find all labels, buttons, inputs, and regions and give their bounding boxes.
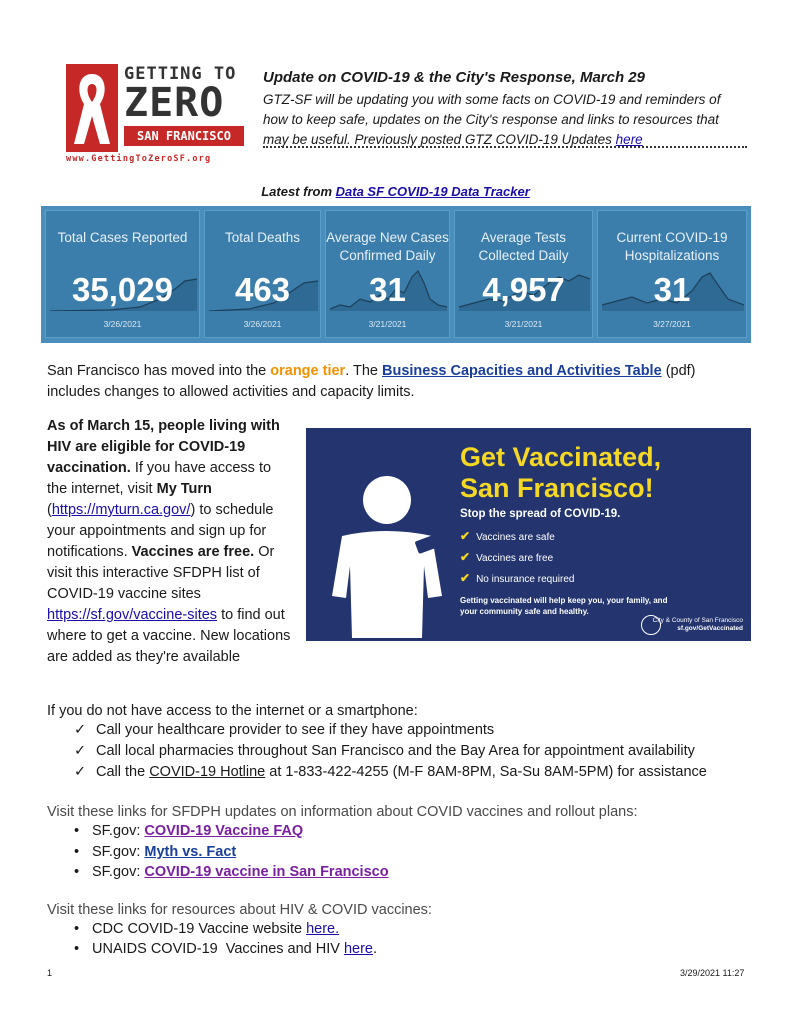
logo-line-3: SAN FRANCISCO [124, 126, 244, 146]
update-body-text: GTZ-SF will be updating you with some facts on COVID-19 and reminders of how to keep safe, updates on the City's response and links to resources that may be useful. Previously posted GTZ COVID-19 Updates [263, 92, 721, 147]
red-ribbon-icon [66, 64, 118, 152]
update-title: Update on COVID-19 & the City's Response, March 29 [263, 69, 645, 86]
tile-label: Average New Cases Confirmed Daily [326, 230, 449, 263]
tile-value: 31 [369, 271, 406, 308]
tile-value: 31 [653, 271, 691, 308]
no-internet-item-text: Call local pharmacies throughout San Francisco and the Bay Area for appointment availability [96, 743, 695, 759]
header-divider [263, 146, 747, 148]
sfdph-prefix: SF.gov: [92, 844, 141, 860]
check-icon: ✔ [460, 550, 471, 564]
latest-heading [0, 184, 791, 199]
hiv-resources-intro: Visit these links for resources about HIV & COVID vaccines: [47, 902, 432, 918]
checkmark-icon: ✓ [74, 764, 87, 780]
gtz-logo [66, 64, 248, 164]
no-internet-item [74, 722, 494, 738]
sfdph-link-item [74, 844, 236, 860]
eligibility-text-1: If you have access to the internet, visit [47, 460, 272, 497]
bullet-icon: • [74, 921, 80, 937]
check-icon: ✔ [460, 571, 471, 585]
covid-hotline-link[interactable]: COVID-19 Hotline [149, 764, 266, 780]
no-internet-item [74, 764, 707, 780]
banner-item-text: Vaccines are safe [476, 532, 555, 543]
no-internet-item-text: Call your healthcare provider to see if they have appointments [96, 722, 495, 738]
tile-date: 3/27/2021 [653, 319, 691, 329]
print-datetime: 3/29/2021 11:27 [680, 968, 745, 978]
tier-text-2: . The [345, 363, 378, 379]
sfdph-intro: Visit these links for SFDPH updates on information about COVID vaccines and rollout plans: [47, 804, 638, 820]
vaccinated-person-icon [328, 476, 446, 638]
sfdph-prefix: SF.gov: [92, 864, 141, 880]
banner-title-line-1: Get Vaccinated, [460, 442, 662, 472]
previous-updates-link[interactable]: here [615, 132, 643, 147]
hotline-suffix: at 1-833-422-4255 (M-F 8AM-8PM, Sa-Su 8AM-5PM) for assistance [269, 764, 707, 780]
tile-avg-tests [454, 210, 593, 338]
tile-date: 3/26/2021 [243, 319, 282, 329]
banner-item-text: Vaccines are free [476, 553, 554, 564]
no-internet-item [74, 743, 695, 759]
tier-paragraph [47, 361, 747, 403]
tile-date: 3/21/2021 [368, 319, 407, 329]
banner-footer [653, 617, 743, 633]
checkmark-icon: ✓ [74, 743, 87, 759]
vaccine-faq-link[interactable]: COVID-19 Vaccine FAQ [144, 823, 304, 839]
banner-footer-url: sf.gov/GetVaccinated [677, 625, 743, 632]
tile-hospitalizations [597, 210, 747, 338]
latest-prefix: Latest from [261, 184, 333, 199]
tile-label: Average Tests Collected Daily [478, 230, 569, 263]
banner-item [460, 550, 553, 564]
eligibility-bold: As of March 15, people living with HIV are eligible for COVID-19 vaccination. [47, 418, 280, 476]
tile-label: Current COVID-19 Hospitalizations [616, 230, 728, 263]
tile-label: Total Cases Reported [57, 230, 188, 245]
sfdph-prefix: SF.gov: [92, 823, 141, 839]
tile-avg-new-cases [325, 210, 450, 338]
cdc-vaccine-link[interactable]: here. [306, 921, 340, 937]
sfdph-link-item [74, 823, 303, 839]
banner-item [460, 571, 574, 585]
myth-vs-fact-link[interactable]: Myth vs. Fact [144, 844, 237, 860]
checkmark-icon: ✓ [74, 722, 87, 738]
tier-text-3: (pdf) includes changes to allowed activities and capacity limits. [47, 363, 696, 400]
logo-line-1: GETTING TO [124, 64, 237, 84]
hiv-resource-item [74, 941, 377, 957]
tile-label: Total Deaths [224, 230, 301, 245]
unaids-period: . [373, 941, 378, 957]
no-internet-intro: If you do not have access to the internet or a smartphone: [47, 703, 418, 719]
banner-title-line-2: San Francisco! [460, 473, 654, 503]
tile-date: 3/26/2021 [103, 319, 142, 329]
vaccine-in-sf-link[interactable]: COVID-19 vaccine in San Francisco [144, 864, 389, 880]
banner-subtitle: Stop the spread of COVID-19. [460, 508, 621, 520]
hotline-prefix: Call the [96, 764, 146, 780]
orange-tier-text: orange tier [270, 363, 346, 379]
my-turn-label: My Turn [156, 481, 212, 497]
unaids-link[interactable]: here [343, 941, 373, 957]
vaccine-sites-link[interactable]: https://sf.gov/vaccine-sites [47, 607, 218, 623]
tile-value: 4,957 [482, 271, 565, 308]
eligibility-paragraph: As of March 15, people living with HIV are eligible for COVID-19 vaccination. If you have access to the internet, visit My Turn (https://myturn.ca.gov/) to schedule your appointments and sign up for notifications. Vaccines are free. Or visit this interactive SFDPH list of COVID-19 vaccine sites https://sf.gov/vaccine-sites to find out where to get a vaccine. New locations are added as they're available [47, 418, 291, 665]
myturn-link[interactable]: https://myturn.ca.gov/ [51, 502, 191, 518]
banner-item [460, 529, 555, 543]
vaccines-free-bold: Vaccines are free. [131, 544, 255, 560]
bullet-icon: • [74, 864, 80, 880]
bullet-icon: • [74, 823, 80, 839]
eligibility-text-3: Or visit this interactive SFDPH list of COVID-19 vaccine sites [47, 544, 275, 602]
business-capacities-link[interactable]: Business Capacities and Activities Table [382, 363, 662, 379]
eligibility-text-4: to find out where to get a vaccine. New locations are added as they're available [47, 607, 291, 665]
logo-url: www.GettingToZeroSF.org [66, 154, 212, 164]
tile-value: 35,029 [72, 271, 173, 308]
covid-dashboard [41, 206, 751, 343]
cdc-text: CDC COVID-19 Vaccine website [92, 921, 303, 937]
page-number: 1 [47, 968, 53, 978]
logo-line-2: ZERO [124, 80, 225, 126]
tile-total-cases [45, 210, 200, 338]
check-icon: ✔ [460, 529, 471, 543]
tile-date: 3/21/2021 [504, 319, 543, 329]
tier-text-1: San Francisco has moved into the [47, 363, 267, 379]
banner-title [460, 442, 661, 504]
eligibility-text-2: to schedule your appointments and sign up for notifications. [47, 502, 274, 560]
banner-footer-org: City & County of San Francisco [652, 617, 743, 624]
sfdph-link-item [74, 864, 389, 880]
data-tracker-link[interactable]: Data SF COVID-19 Data Tracker [335, 184, 530, 199]
banner-item-text: No insurance required [476, 574, 575, 585]
update-body [263, 90, 748, 150]
bullet-icon: • [74, 844, 80, 860]
banner-note: Getting vaccinated will help keep you, your family, and your community safe and healthy. [460, 596, 668, 616]
hiv-resource-item [74, 921, 339, 937]
unaids-text: UNAIDS COVID-19 Vaccines and HIV [92, 941, 340, 957]
tile-value: 463 [234, 271, 291, 308]
tile-total-deaths [204, 210, 321, 338]
get-vaccinated-banner [306, 428, 751, 641]
bullet-icon: • [74, 941, 80, 957]
